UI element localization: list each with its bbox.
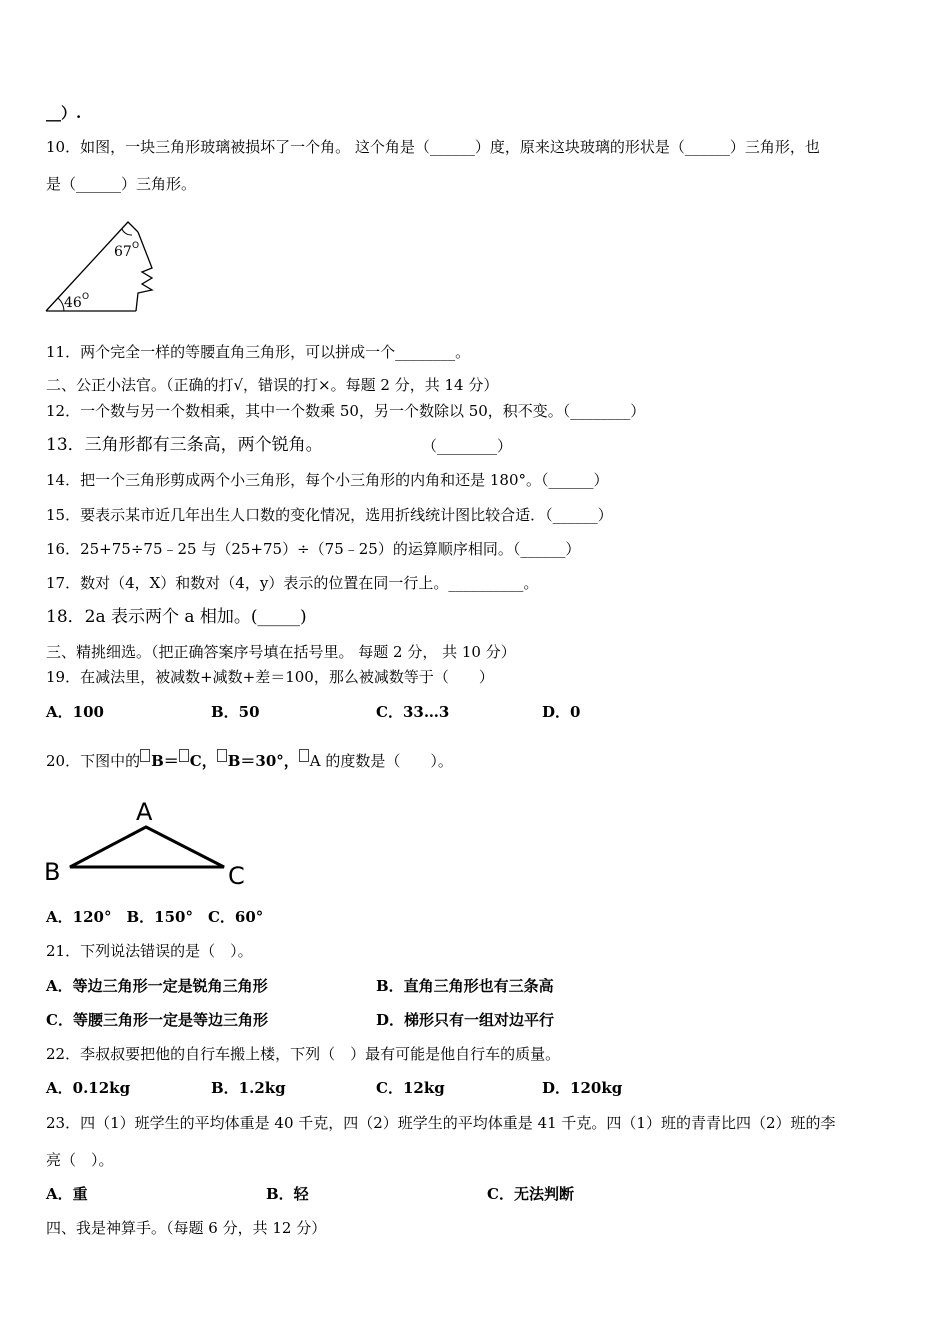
vertex-label-b: B <box>44 858 61 886</box>
q10-line1: 10．如图，一块三角形玻璃被损坏了一个角。 这个角是（______）度，原来这块玻璃的形状是（______）三角形，也 <box>46 138 820 156</box>
angle-symbol-icon <box>140 749 150 762</box>
triangle-abc-figure <box>40 792 260 892</box>
q9-tail: __）. <box>46 104 82 122</box>
q23-option-b: B．轻 <box>266 1185 309 1203</box>
q18: 18．2a 表示两个 a 相加。(_____) <box>46 607 307 627</box>
section-4-heading: 四、我是神算手。（每题 6 分，共 12 分） <box>46 1219 327 1237</box>
angle-symbol-icon <box>179 749 189 762</box>
vertex-label-a: A <box>136 798 153 826</box>
q19-stem: 19．在减法里，被减数+减数+差＝100，那么被减数等于（ ） <box>46 668 494 686</box>
q17: 17．数对（4，X）和数对（4，y）表示的位置在同一行上。__________。 <box>46 574 539 592</box>
q21-option-c: C．等腰三角形一定是等边三角形 <box>46 1011 268 1029</box>
angle-label-bottom: 46 <box>64 295 82 311</box>
q21-option-b: B．直角三角形也有三条高 <box>376 977 554 995</box>
q11: 11．两个完全一样的等腰直角三角形，可以拼成一个________。 <box>46 343 471 361</box>
vertex-label-c: C <box>228 862 245 890</box>
q21-stem: 21．下列说法错误的是（ ）。 <box>46 942 253 960</box>
q19-option-d: D．0 <box>542 703 581 721</box>
angle-label-top: 67 <box>114 244 132 260</box>
q22-stem: 22．李叔叔要把他的自行车搬上楼，下列（ ）最有可能是他自行车的质量。 <box>46 1045 561 1063</box>
q22-option-c: C．12kg <box>376 1079 445 1097</box>
q22-option-d: D．120kg <box>542 1079 623 1097</box>
q20-stem <box>46 749 453 771</box>
q22-option-a: A．0.12kg <box>46 1079 131 1097</box>
q19-option-b: B．50 <box>211 703 260 721</box>
q23-option-c: C．无法判断 <box>487 1185 574 1203</box>
q23-option-a: A．重 <box>46 1185 88 1203</box>
q14: 14．把一个三角形剪成两个小三角形，每个小三角形的内角和还是 180°。（______） <box>46 471 609 489</box>
q21-option-d: D．梯形只有一组对边平行 <box>376 1011 555 1029</box>
q22-option-b: B．1.2kg <box>211 1079 286 1097</box>
q20-stem-part4: B＝30°， <box>227 752 299 770</box>
degree-mark-top: O <box>132 241 140 251</box>
q16: 16．25+75÷75﹣25 与（25+75）÷（75﹣25）的运算顺序相同。（______） <box>46 540 581 558</box>
q19-option-a: A．100 <box>46 703 104 721</box>
section-2-heading: 二、公正小法官。（正确的打√，错误的打×。每题 2 分，共 14 分） <box>46 376 499 394</box>
q20-stem-part2: B＝ <box>151 752 179 770</box>
broken-triangle-figure <box>40 212 170 316</box>
q20-stem-part5: A 的度数是（ ）。 <box>309 752 453 770</box>
q23-line1: 23．四（1）班学生的平均体重是 40 千克，四（2）班学生的平均体重是 41 千克。四（1）班的青青比四（2）班的李 <box>46 1114 836 1132</box>
q20-stem-part3: C， <box>189 752 217 770</box>
q13-blank: （________） <box>422 437 513 455</box>
q21-option-a: A．等边三角形一定是锐角三角形 <box>46 977 268 995</box>
q13: 13．三角形都有三条高，两个锐角。 <box>46 435 323 455</box>
degree-mark-bottom: O <box>82 292 90 302</box>
angle-symbol-icon <box>299 749 309 762</box>
q10-line2: 是（______）三角形。 <box>46 175 197 193</box>
q20-options: A．120° B．150° C．60° <box>46 908 264 926</box>
q12: 12．一个数与另一个数相乘，其中一个数乘 50，另一个数除以 50，积不变。（________） <box>46 402 646 420</box>
q15: 15．要表示某市近几年出生人口数的变化情况，选用折线统计图比较合适．（______） <box>46 506 613 524</box>
angle-symbol-icon <box>217 749 227 762</box>
q23-line2: 亮（ ）。 <box>46 1151 114 1169</box>
q19-option-c: C．33…3 <box>376 703 450 721</box>
section-3-heading: 三、精挑细选。（把正确答案序号填在括号里。 每题 2 分， 共 10 分） <box>46 643 516 661</box>
q20-stem-part1: 20．下图中的 <box>46 752 141 770</box>
